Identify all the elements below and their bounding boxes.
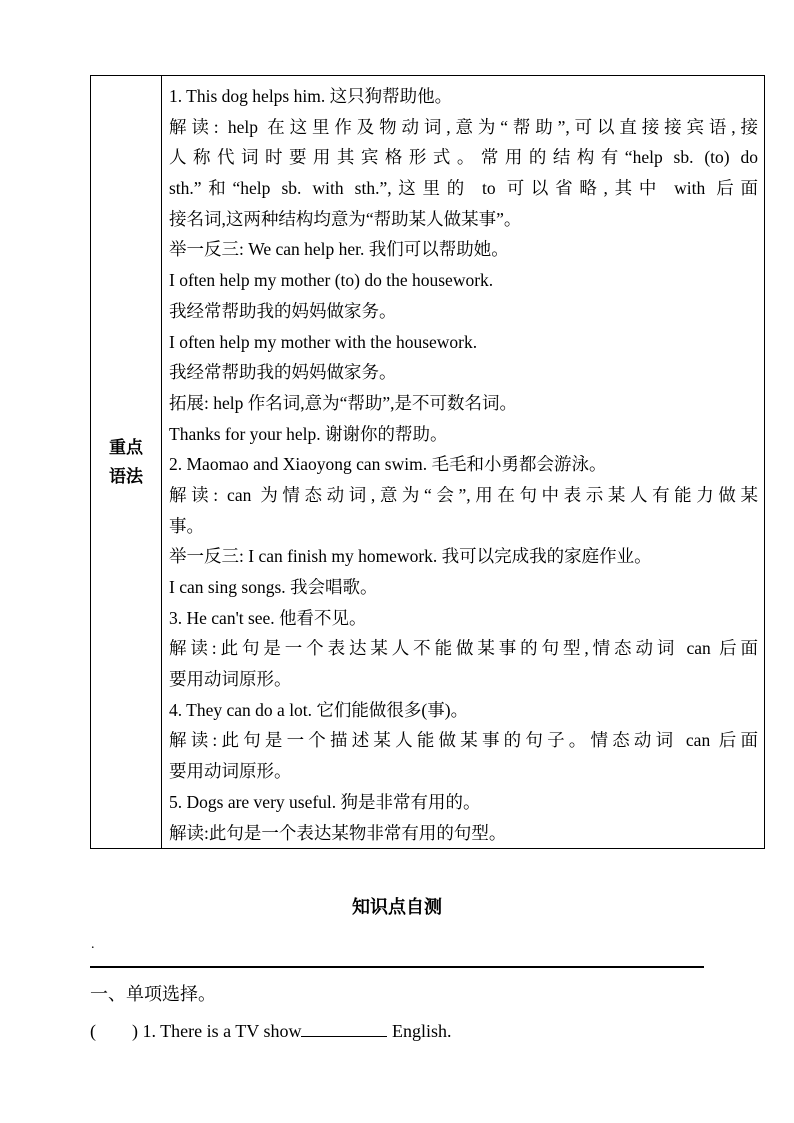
content-line: 举一反三: We can help her. 我们可以帮助她。 (169, 239, 509, 260)
table-label-cell (91, 76, 162, 849)
content-line: 接名词,这两种结构均意为“帮助某人做某事”。 (169, 208, 522, 229)
content-line: 要用动词原形。 (169, 761, 292, 782)
label-line-1: 重点 (109, 438, 143, 458)
content-line: 4. They can do a lot. 它们能做很多(事)。 (169, 699, 469, 720)
content-line: Thanks for your help. 谢谢你的帮助。 (169, 423, 448, 444)
content-line: 5. Dogs are very useful. 狗是非常有用的。 (169, 791, 481, 812)
content-line: I can sing songs. 我会唱歌。 (169, 577, 378, 597)
content-line: 要用动词原形。 (169, 669, 292, 690)
content-line: 3. He can't see. 他看不见。 (169, 607, 367, 628)
content-line: 解读:此句是一个表达某物非常有用的句型。 (169, 822, 507, 843)
content-line: 我经常帮助我的妈妈做家务。 (169, 362, 397, 383)
content-line: sth.”和“help sb. with sth.”,这里的 to 可以省略,其中 with 后面 (169, 178, 758, 199)
content-line: 2. Maomao and Xiaoyong can swim. 毛毛和小勇都会游泳。 (169, 454, 607, 475)
divider-rule (90, 966, 704, 968)
table-content-cell (162, 76, 765, 849)
content-line: 1. This dog helps him. 这只狗帮助他。 (169, 86, 453, 106)
content-line: 解读:此句是一个描述某人能做某事的句子。情态动词 can 后面 (169, 730, 758, 751)
content-line: 人称代词时要用其宾格形式。常用的结构有“help sb. (to) do (169, 147, 758, 168)
content-line: 举一反三: I can finish my homework. 我可以完成我的家庭作业。 (169, 546, 652, 567)
content-line: 事。 (169, 515, 204, 536)
content-line: 我经常帮助我的妈妈做家务。 (169, 300, 397, 321)
content-line: 解读: can 为情态动词,意为“会”,用在句中表示某人有能力做某 (169, 484, 758, 505)
content-line: I often help my mother with the housework. (169, 331, 478, 352)
exercise-heading: 一、单项选择。 (90, 984, 216, 1004)
question-suffix: English. (387, 1021, 452, 1041)
dot-mark: . (91, 937, 95, 952)
section-title: 知识点自测 (352, 897, 442, 917)
content-line: 解读: help 在这里作及物动词,意为“帮助”,可以直接接宾语,接 (169, 116, 758, 137)
content-line: I often help my mother (to) do the housework. (169, 270, 494, 291)
answer-blank (301, 1020, 387, 1037)
question-prefix: ( ) 1. There is a TV show (90, 1021, 302, 1041)
question-item (90, 1020, 452, 1042)
label-line-2: 语法 (109, 467, 143, 487)
content-line: 拓展: help 作名词,意为“帮助”,是不可数名词。 (169, 392, 518, 413)
content-line: 解读:此句是一个表达某人不能做某事的句型,情态动词 can 后面 (169, 638, 758, 659)
grammar-table (90, 75, 765, 849)
